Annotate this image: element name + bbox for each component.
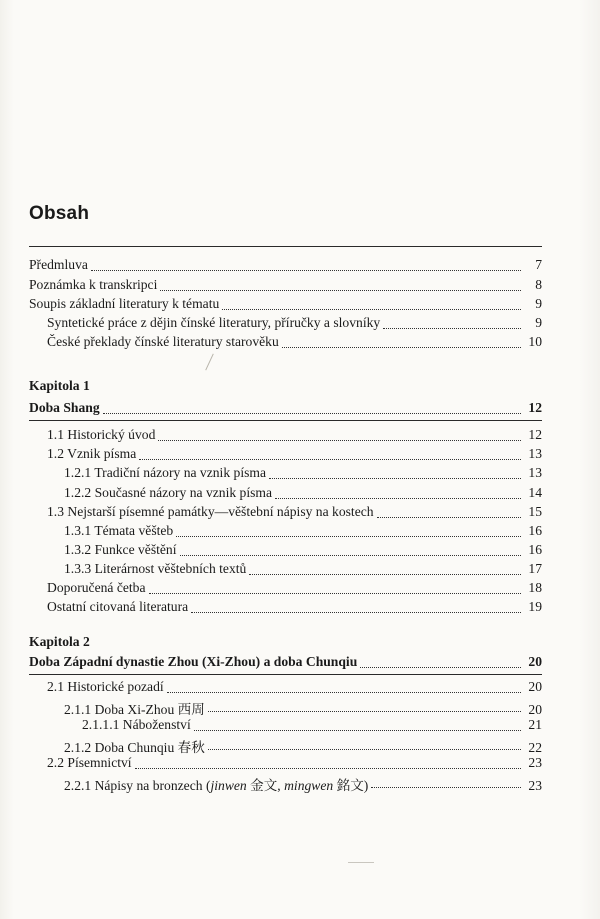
scan-mark <box>348 862 374 863</box>
dot-leader <box>222 309 521 310</box>
toc-entry[interactable] <box>47 334 542 352</box>
toc-entry-page: 17 <box>528 561 542 576</box>
toc-entry-italic: mingwen <box>284 778 334 793</box>
dot-leader <box>160 290 521 291</box>
dot-leader <box>208 711 521 712</box>
chapter-label: Kapitola 1 <box>29 378 90 393</box>
toc-entry-title: Doba Západní dynastie Zhou (Xi-Zhou) a doba Chunqiu <box>29 654 358 669</box>
toc-entry[interactable] <box>47 755 542 773</box>
dot-leader <box>135 768 521 769</box>
toc-entry-page: 18 <box>528 580 542 595</box>
toc-entry-title: 2.1 Historické pozadí <box>47 679 164 694</box>
toc-entry[interactable] <box>29 277 542 295</box>
toc-entry-page: 23 <box>528 755 542 770</box>
toc-entry-page: 8 <box>535 277 542 292</box>
dot-leader <box>194 730 521 731</box>
toc-entry-page: 13 <box>528 446 542 461</box>
toc-entry[interactable] <box>64 523 542 541</box>
dot-leader <box>158 440 521 441</box>
toc-entry[interactable] <box>47 504 542 522</box>
toc-entry[interactable] <box>29 257 542 275</box>
toc-entry-text: 銘文) <box>333 778 369 793</box>
toc-entry[interactable] <box>47 679 542 697</box>
toc-entry-title: 2.1.2 Doba Chunqiu 春秋 <box>64 740 205 755</box>
toc-entry[interactable] <box>47 446 542 464</box>
toc-entry-title: 2.1.1 Doba Xi-Zhou 西周 <box>64 702 205 717</box>
toc-entry-page: 20 <box>528 702 542 717</box>
toc-entry[interactable] <box>64 774 542 792</box>
toc-entry-page: 23 <box>528 778 542 793</box>
toc-entry-page: 21 <box>528 717 542 732</box>
toc-entry[interactable] <box>64 698 542 716</box>
toc-entry-page: 14 <box>528 485 542 500</box>
toc-entry[interactable] <box>64 542 542 560</box>
toc-entry[interactable] <box>47 599 542 617</box>
dot-leader <box>139 459 521 460</box>
toc-entry[interactable] <box>64 736 542 754</box>
chapter-label: Kapitola 2 <box>29 634 90 649</box>
chapter-heading[interactable] <box>29 400 542 418</box>
toc-entry-title <box>64 774 368 794</box>
toc-entry[interactable] <box>47 315 542 333</box>
toc-entry-title: Ostatní citovaná literatura <box>47 599 189 614</box>
toc-entry-page: 16 <box>528 523 542 538</box>
toc-entry-title: 1.2.1 Tradiční názory na vznik písma <box>64 465 266 480</box>
dot-leader <box>149 593 521 594</box>
toc-entry-title: Syntetické práce z dějin čínské literatury, příručky a slovníky <box>47 315 381 330</box>
toc-entry-title: 2.2 Písemnictví <box>47 755 132 770</box>
toc-entry-title: Doporučená četba <box>47 580 146 595</box>
toc-entry-page: 13 <box>528 465 542 480</box>
toc-entry-page: 9 <box>535 296 542 311</box>
toc-entry-title: Doba Shang <box>29 400 100 415</box>
toc-entry-page: 19 <box>528 599 542 614</box>
dot-leader <box>167 692 521 693</box>
toc-entry[interactable] <box>82 717 542 735</box>
toc-entry-title: 1.2 Vznik písma <box>47 446 137 461</box>
toc-entry-page: 16 <box>528 542 542 557</box>
dot-leader <box>191 612 521 613</box>
toc-entry[interactable] <box>29 296 542 314</box>
toc-entry-title: 1.3 Nejstarší písemné památky—věštební nápisy na kostech <box>47 504 374 519</box>
section-rule <box>29 674 542 675</box>
dot-leader <box>208 749 521 750</box>
toc-entry-text: 2.2.1 Nápisy na bronzech ( <box>64 778 211 793</box>
toc-entry[interactable] <box>64 561 542 579</box>
toc-entry-title: 2.1.1.1 Náboženství <box>82 717 191 732</box>
dot-leader <box>282 347 521 348</box>
toc-entry-title: České překlady čínské literatury starověku <box>47 334 279 349</box>
section-rule <box>29 420 542 421</box>
toc-entry-page: 12 <box>528 400 542 415</box>
dot-leader <box>360 667 521 668</box>
toc-entry-title: 1.2.2 Současné názory na vznik písma <box>64 485 273 500</box>
chapter-heading[interactable] <box>29 654 542 672</box>
toc-entry-title: Poznámka k transkripci <box>29 277 158 292</box>
dot-leader <box>180 555 521 556</box>
toc-entry-page: 22 <box>528 740 542 755</box>
toc-entry-title: Předmluva <box>29 257 88 272</box>
dot-leader <box>275 498 521 499</box>
toc-entry-italic: jinwen <box>210 778 247 793</box>
toc-entry-page: 20 <box>528 654 542 669</box>
page-title: Obsah <box>29 203 90 224</box>
toc-entry-title: 1.3.2 Funkce věštění <box>64 542 177 557</box>
toc-entry-page: 7 <box>535 257 542 272</box>
toc-entry-title: Soupis základní literatury k tématu <box>29 296 220 311</box>
dot-leader <box>383 328 521 329</box>
toc-entry-page: 15 <box>528 504 542 519</box>
toc-entry[interactable] <box>47 427 542 445</box>
section-rule <box>29 246 542 247</box>
toc-entry-title: 1.3.1 Témata věšteb <box>64 523 174 538</box>
dot-leader <box>249 574 521 575</box>
toc-entry[interactable] <box>47 580 542 598</box>
toc-entry-title: 1.1 Historický úvod <box>47 427 156 442</box>
toc-entry-page: 20 <box>528 679 542 694</box>
dot-leader <box>91 270 521 271</box>
toc-entry-page: 10 <box>528 334 542 349</box>
toc-entry[interactable] <box>64 485 542 503</box>
dot-leader <box>269 478 521 479</box>
scan-mark <box>205 354 214 371</box>
toc-entry-text: 金文, <box>246 778 285 793</box>
toc-entry-title: 1.3.3 Literárnost věštebních textů <box>64 561 247 576</box>
dot-leader <box>176 536 521 537</box>
dot-leader <box>377 517 521 518</box>
toc-entry-page: 9 <box>535 315 542 330</box>
dot-leader <box>103 413 521 414</box>
toc-entry-page: 12 <box>528 427 542 442</box>
toc-entry[interactable] <box>64 465 542 483</box>
dot-leader <box>371 787 521 788</box>
